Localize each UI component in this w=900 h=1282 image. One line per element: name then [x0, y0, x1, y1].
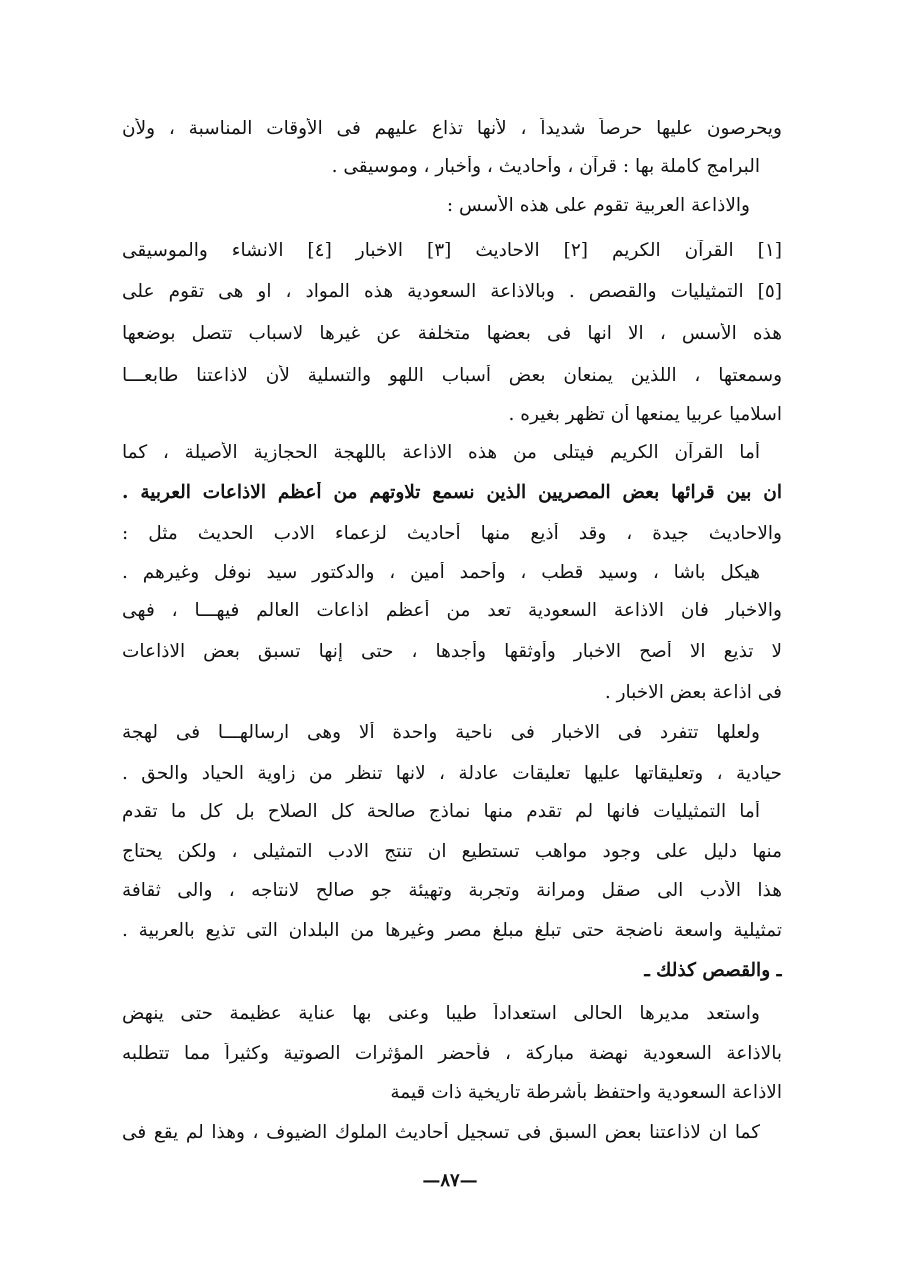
text-line-7: وسمعتها ، اللذين يمنعان بعض أسباب اللهو والتسلية لأن لاذاعتنا طابعـــا	[122, 365, 782, 386]
text-line-3: والاذاعة العربية تقوم على هذه الأسس :	[446, 195, 750, 216]
text-line-2: البرامج كاملة بها : قرآن ، وأحاديث ، وأخبار ، وموسيقى .	[331, 156, 760, 177]
text-line-19: منها دليل على وجود مواهب تستطيع ان تنتج الادب التمثيلى ، ولكن يحتاج	[122, 841, 782, 862]
text-line-12: هيكل باشا ، وسيد قطب ، وأحمد أمين ، والدكتور سيد نوفل وغيرهم .	[122, 562, 760, 583]
text-line-1: ويحرصون عليها حرصاً شديداً ، لأنها تذاع عليهم فى الأوقات المناسبة ، ولأن	[122, 118, 782, 139]
text-line-17: حيادية ، وتعليقاتها عليها تعليقات عادلة ، لانها تنظر من زاوية الحياد والحق .	[122, 763, 782, 784]
text-line-23: واستعد مديرها الحالى استعداداً طيبا وعنى بها عناية عظيمة حتى ينهض	[122, 1003, 760, 1024]
text-line-9: أما القرآن الكريم فيتلى من هذه الاذاعة باللهجة الحجازية الأصيلة ، كما	[122, 442, 760, 463]
text-line-22: ـ والقصص كذلك ـ	[644, 960, 782, 981]
text-line-25: الاذاعة السعودية واحتفظ بأشرطة تاريخية ذات قيمة	[390, 1082, 782, 1103]
text-line-4: [١] القرآن الكريم [٢] الاحاديث [٣] الاخبار [٤] الانشاء والموسيقى	[122, 240, 782, 261]
text-line-10: ان بين قرائها بعض المصريين الذين نسمع تلاوتهم من أعظم الاذاعات العربية .	[122, 482, 782, 503]
page-number: —٨٧—	[422, 1170, 478, 1191]
text-line-16: ولعلها تتفرد فى الاخبار فى ناحية واحدة ألا وهى ارسالهـــا فى لهجة	[122, 722, 760, 743]
text-line-8: اسلاميا عربيا يمنعها أن تظهر بغيره .	[508, 404, 782, 425]
text-line-13: والاخبار فان الاذاعة السعودية تعد من أعظم اذاعات العالم فيهـــا ، فهى	[122, 600, 782, 621]
text-line-5: [٥] التمثيليات والقصص . وبالاذاعة السعودية هذه المواد ، او هى تقوم على	[122, 281, 782, 302]
text-line-21: تمثيلية واسعة ناضجة حتى تبلغ مبلغ مصر وغيرها من البلدان التى تذيع بالعربية .	[122, 920, 782, 941]
text-line-6: هذه الأسس ، الا انها فى بعضها متخلفة عن غيرها لاسباب تتصل بوضعها	[122, 323, 782, 344]
text-line-15: فى اذاعة بعض الاخبار .	[604, 682, 782, 703]
text-line-18: أما التمثيليات فانها لم تقدم منها نماذج صالحة كل الصلاح بل كل ما تقدم	[122, 801, 760, 822]
text-line-20: هذا الأدب الى صقل ومرانة وتجربة وتهيئة جو صالح لانتاجه ، والى ثقافة	[122, 880, 782, 901]
text-line-24: بالاذاعة السعودية نهضة مباركة ، فأحضر المؤثرات الصوتية وكثيراً مما تتطلبه	[122, 1043, 782, 1064]
text-line-11: والاحاديث جيدة ، وقد أذيع منها أحاديث لزعماء الادب الحديث مثل :	[122, 523, 782, 544]
text-line-14: لا تذيع الا أصح الاخبار وأوثقها وأجدها ، حتى إنها تسبق بعض الاذاعات	[122, 641, 782, 662]
text-line-26: كما ان لاذاعتنا بعض السبق فى تسجيل أحاديث الملوك الضيوف ، وهذا لم يقع فى	[122, 1122, 760, 1143]
